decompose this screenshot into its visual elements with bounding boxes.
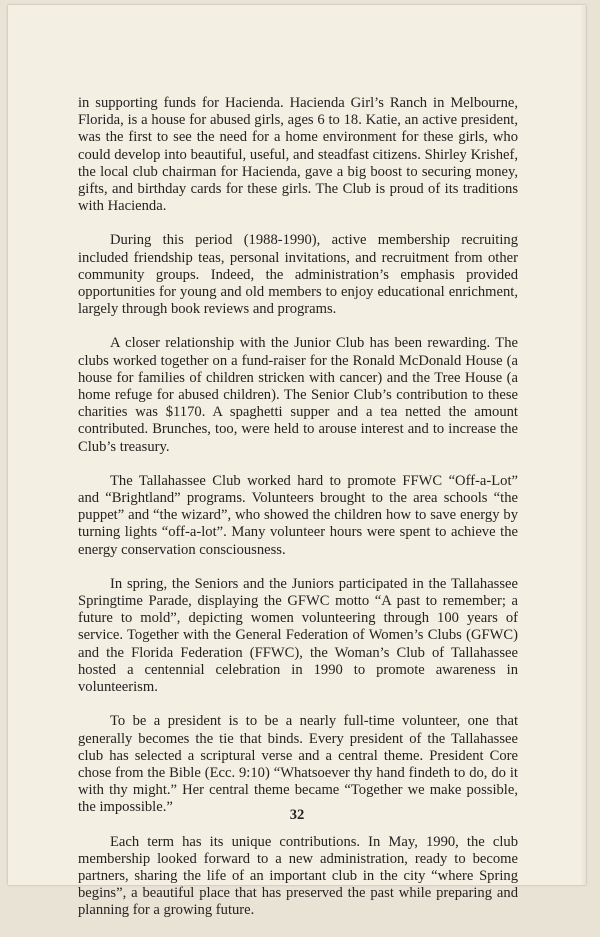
paragraph-membership: During this period (1988-1990), active membership recruiting included friendship teas, personal invitations, and recruitment from other community groups. Indeed, the administration’s emphasis provided opportunities for young and old members to enjoy educational enrichment, largely through book reviews and programs. [78, 232, 518, 318]
paragraph-new-administration: Each term has its unique contributions. In May, 1990, the club membership looked forward to a new administration, ready to become partners, sharing the life of an important club in the city “where Spring begins”, a beautiful place that has preserved the past while preparing and planning for a growing future. [78, 833, 518, 919]
page-number: 32 [289, 807, 305, 823]
paragraph-hacienda: in supporting funds for Hacienda. Hacienda Girl’s Ranch in Melbourne, Florida, is a house for abused girls, ages 6 to 18. Katie, an active president, was the first to see the need for a home environment for these girls, who could develop into beautiful, useful, and steadfast citizens. Shirley Krishef, the local club chairman for Hacienda, gave a big boost to securing money, gifts, and birthday cards for these girls. The Club is proud of its traditions with Hacienda. [78, 95, 518, 215]
paragraph-energy-programs: The Tallahassee Club worked hard to promote FFWC “Off-a-Lot” and “Brightland” programs. Volunteers brought to the area schools “the puppet” and “the wizard”, who showed the children how to save energy by turning lights “off-a-lot”. Many volunteer hours were spent to achieve the energy conservation consciousness. [78, 472, 518, 558]
document-page [8, 5, 586, 919]
paragraph-springtime-parade: In spring, the Seniors and the Juniors participated in the Tallahassee Springtime Parade, displaying the GFWC motto “A past to remember; a future to mold”, depicting women volunteering through 100 years of service. Together with the General Federation of Women’s Clubs (GFWC) and the Florida Federation (FFWC), the Woman’s Club of Tallahassee hosted a centennial celebration in 1990 to promote awareness in volunteerism. [78, 575, 518, 696]
paragraph-junior-club: A closer relationship with the Junior Club has been rewarding. The clubs worked together on a fund-raiser for the Ronald McDonald House (a house for families of children stricken with cancer) and the Tree House (a home refuge for abused children). The Senior Club’s contribution to these charities was $1170. A spaghetti supper and a tea netted the amount contributed. Brunches, too, were held to arouse interest and to increase the Club’s treasury. [78, 335, 518, 455]
paragraph-president: To be a president is to be a nearly full-time volunteer, one that generally becomes the tie that binds. Every president of the Tallahassee club has selected a scriptural verse and a central theme. President Core chose from the Bible (Ecc. 9:10) “Whatsoever thy hand findeth to do, do it with thy might.” Her central theme became “Together we make possible, the impossible.” [78, 713, 518, 816]
